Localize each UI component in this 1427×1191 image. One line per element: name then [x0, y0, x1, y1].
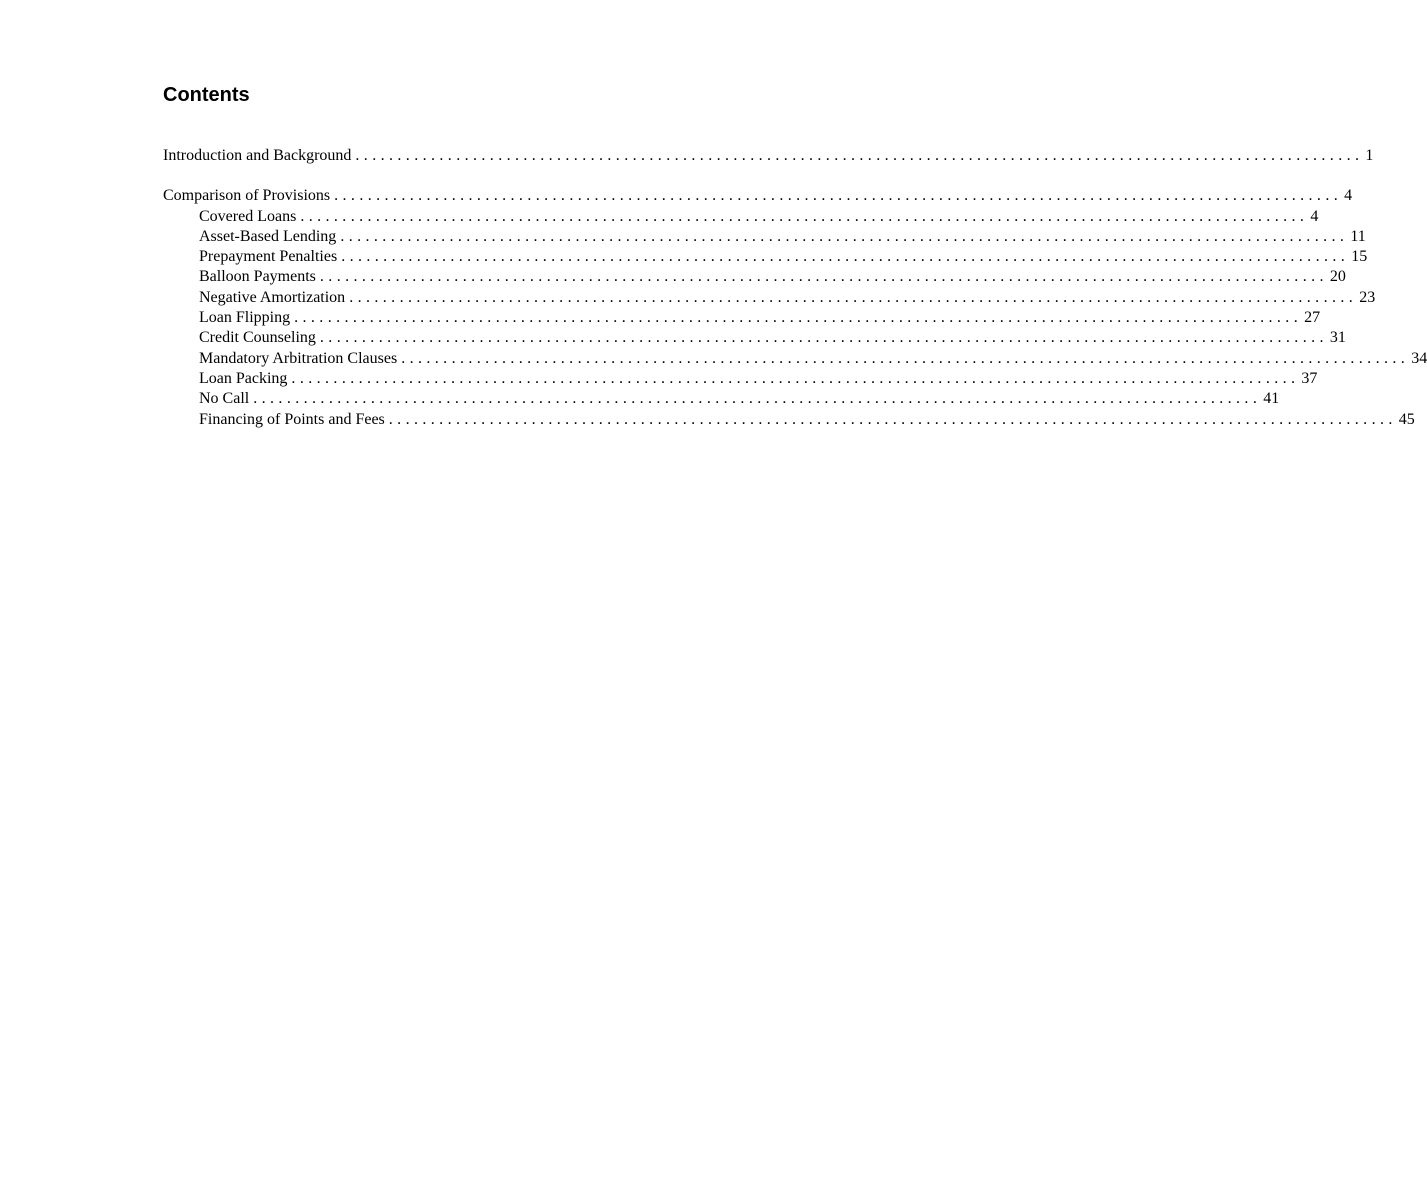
toc-subentry-page: 11	[1350, 227, 1366, 245]
toc-subentry-page: 34	[1411, 349, 1427, 367]
toc-subentry-label: Credit Counseling	[199, 329, 316, 347]
toc-section-introduction	[163, 146, 1374, 166]
toc-subentry-label: Prepayment Penalties	[199, 248, 338, 266]
toc-subentry-page: 20	[1329, 268, 1346, 286]
toc-entry-page: 4	[1344, 187, 1353, 205]
toc-entry-page: 1	[1365, 147, 1374, 164]
dot-leader: ........................................................................................................................	[300, 207, 1309, 225]
page-title: Contents	[163, 84, 250, 106]
toc-subentry[interactable]	[163, 328, 1346, 348]
toc-subentry-label: Asset-Based Lending	[199, 227, 337, 245]
dot-leader: ........................................................................................................................	[319, 329, 1328, 347]
toc-subentry[interactable]	[163, 227, 1366, 247]
toc-subentry-label: Loan Packing	[199, 369, 288, 387]
dot-leader: ........................................................................................................................	[253, 390, 1262, 408]
dot-leader: ........................................................................................................................	[291, 369, 1300, 387]
toc-subentry-page: 37	[1301, 369, 1318, 387]
toc-subentry[interactable]	[163, 247, 1368, 267]
toc-subentry-page: 27	[1304, 309, 1321, 327]
toc-subentry-label: Covered Loans	[199, 207, 297, 225]
toc-subentry-page: 23	[1359, 288, 1376, 306]
toc-entry[interactable]	[163, 186, 1353, 206]
dot-leader: ........................................................................................................................	[294, 309, 1303, 327]
toc-section-comparison	[163, 186, 1427, 430]
toc-subentry[interactable]	[163, 349, 1427, 369]
dot-leader: ........................................................................................................................	[401, 349, 1410, 367]
toc-subentry-page: 41	[1263, 390, 1280, 408]
toc-subentry[interactable]	[163, 369, 1318, 389]
dot-leader: ........................................................................................................................	[355, 147, 1364, 164]
toc-entry-label: Comparison of Provisions	[163, 187, 331, 205]
toc-subentry-page: 31	[1329, 329, 1346, 347]
toc-subentry-label: Negative Amortization	[199, 288, 346, 306]
toc-subentry-label: No Call	[199, 390, 250, 408]
toc-subentry[interactable]	[163, 389, 1280, 409]
toc-subentry[interactable]	[163, 410, 1415, 430]
toc-entry-label: Introduction and Background	[163, 147, 352, 164]
toc-subentry[interactable]	[163, 207, 1319, 227]
toc-subentry-label: Financing of Points and Fees	[199, 410, 385, 428]
toc-subentry-page: 15	[1351, 248, 1368, 266]
dot-leader: ........................................................................................................................	[340, 227, 1349, 245]
toc-subentry-label: Mandatory Arbitration Clauses	[199, 349, 398, 367]
toc-entry[interactable]	[163, 146, 1374, 166]
toc-subentry-page: 45	[1398, 410, 1415, 428]
table-of-contents	[163, 146, 1427, 450]
toc-subentry[interactable]	[163, 308, 1321, 328]
dot-leader: ........................................................................................................................	[341, 248, 1350, 266]
dot-leader: ........................................................................................................................	[388, 410, 1397, 428]
dot-leader: ........................................................................................................................	[349, 288, 1358, 306]
toc-subentry[interactable]	[163, 267, 1346, 287]
dot-leader: ........................................................................................................................	[334, 187, 1343, 205]
toc-subentry[interactable]	[163, 288, 1376, 308]
toc-subentry-label: Balloon Payments	[199, 268, 316, 286]
toc-subentry-label: Loan Flipping	[199, 309, 291, 327]
toc-subentry-page: 4	[1310, 207, 1319, 225]
dot-leader: ........................................................................................................................	[319, 268, 1328, 286]
